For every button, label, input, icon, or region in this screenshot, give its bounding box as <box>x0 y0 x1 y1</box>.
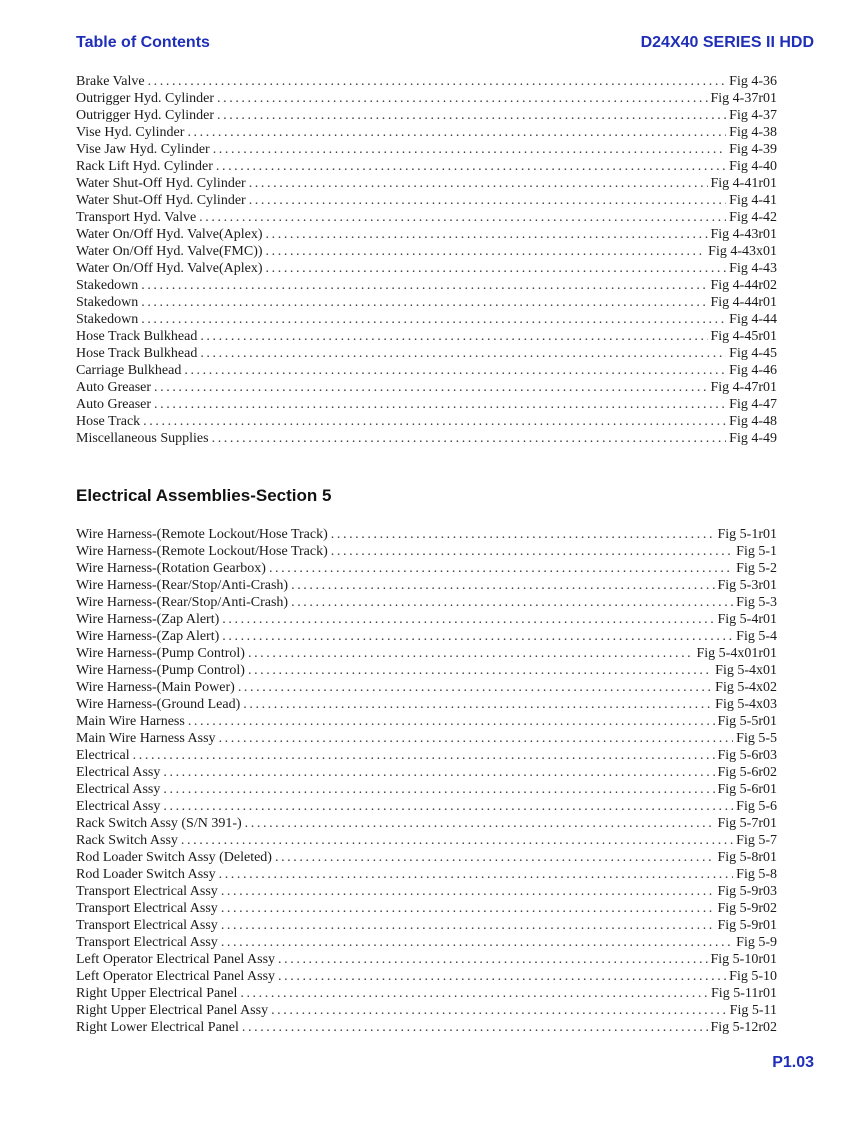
dot-leader <box>154 396 726 413</box>
toc-entry-figure-ref: Fig 5-4x02 <box>715 680 777 695</box>
toc-entry-figure-ref: Fig 5-11 <box>729 1003 777 1018</box>
toc-entry[interactable] <box>76 192 777 209</box>
toc-entry[interactable] <box>76 662 777 679</box>
toc-entry-title: Rack Switch Assy <box>76 833 178 848</box>
toc-entry-figure-ref: Fig 5-9 <box>736 935 777 950</box>
dot-leader <box>249 192 726 209</box>
toc-entry-title: Wire Harness-(Remote Lockout/Hose Track) <box>76 527 328 542</box>
toc-entry-figure-ref: Fig 4-36 <box>729 74 777 89</box>
toc-entry-figure-ref: Fig 5-4 <box>736 629 777 644</box>
dot-leader <box>242 1019 708 1036</box>
dot-leader <box>141 277 707 294</box>
section-5-entries <box>76 526 777 1036</box>
dot-leader <box>275 849 715 866</box>
toc-entry-figure-ref: Fig 5-9r03 <box>717 884 777 899</box>
toc-entry[interactable] <box>76 883 777 900</box>
toc-entry-figure-ref: Fig 4-43 <box>729 261 777 276</box>
toc-entry-figure-ref: Fig 5-4x01 <box>715 663 777 678</box>
toc-entry-figure-ref: Fig 5-5 <box>736 731 777 746</box>
toc-entry-figure-ref: Fig 4-49 <box>729 431 777 446</box>
toc-entry-title: Water On/Off Hyd. Valve(Aplex) <box>76 227 263 242</box>
toc-entry-figure-ref: Fig 5-9r01 <box>717 918 777 933</box>
dot-leader <box>199 209 726 226</box>
toc-entry-title: Water On/Off Hyd. Valve(FMC)) <box>76 244 263 259</box>
dot-leader <box>181 832 733 849</box>
dot-leader <box>217 107 726 124</box>
toc-entry-figure-ref: Fig 4-44r02 <box>710 278 777 293</box>
dot-leader <box>200 328 707 345</box>
dot-leader <box>219 730 734 747</box>
dot-leader <box>331 543 733 560</box>
dot-leader <box>271 1002 727 1019</box>
toc-entry-figure-ref: Fig 5-4r01 <box>717 612 777 627</box>
toc-entry-title: Electrical Assy <box>76 765 161 780</box>
dot-leader <box>221 883 715 900</box>
toc-entry-title: Wire Harness-(Rear/Stop/Anti-Crash) <box>76 578 289 593</box>
toc-entry[interactable] <box>76 379 777 396</box>
toc-entry[interactable] <box>76 815 777 832</box>
dot-leader <box>243 696 712 713</box>
toc-entry[interactable] <box>76 832 777 849</box>
toc-entry[interactable] <box>76 798 777 815</box>
toc-entry-title: Water Shut-Off Hyd. Cylinder <box>76 193 246 208</box>
toc-entry[interactable] <box>76 968 777 985</box>
toc-entry[interactable] <box>76 594 777 611</box>
toc-entry-title: Hose Track Bulkhead <box>76 329 198 344</box>
toc-entry-figure-ref: Fig 4-45r01 <box>710 329 777 344</box>
toc-entry-title: Vise Jaw Hyd. Cylinder <box>76 142 210 157</box>
dot-leader <box>238 679 712 696</box>
toc-entry-figure-ref: Fig 4-44r01 <box>710 295 777 310</box>
toc-entry-figure-ref: Fig 4-44 <box>729 312 777 327</box>
toc-entry[interactable] <box>76 713 777 730</box>
toc-entry[interactable] <box>76 294 777 311</box>
toc-entry-title: Outrigger Hyd. Cylinder <box>76 91 215 106</box>
toc-entry-figure-ref: Fig 5-6r01 <box>717 782 777 797</box>
toc-entry-figure-ref: Fig 5-5r01 <box>717 714 777 729</box>
toc-entry-title: Wire Harness-(Rotation Gearbox) <box>76 561 266 576</box>
dot-leader <box>221 934 733 951</box>
toc-entry-figure-ref: Fig 5-6r02 <box>717 765 777 780</box>
toc-entry-title: Stakedown <box>76 295 139 310</box>
toc-entry-title: Electrical Assy <box>76 782 161 797</box>
toc-entry-title: Stakedown <box>76 278 139 293</box>
dot-leader <box>184 362 726 379</box>
toc-entry[interactable] <box>76 917 777 934</box>
toc-entry-figure-ref: Fig 4-38 <box>729 125 777 140</box>
dot-leader <box>248 645 694 662</box>
toc-entry[interactable] <box>76 764 777 781</box>
toc-entry[interactable] <box>76 611 777 628</box>
toc-entry[interactable] <box>76 781 777 798</box>
toc-entry[interactable] <box>76 413 777 430</box>
dot-leader <box>266 260 727 277</box>
toc-entry-title: Rod Loader Switch Assy <box>76 867 216 882</box>
toc-entry[interactable] <box>76 209 777 226</box>
toc-entry-title: Main Wire Harness <box>76 714 185 729</box>
section-5-heading: Electrical Assemblies-Section 5 <box>76 486 332 505</box>
toc-entry-figure-ref: Fig 4-41 <box>729 193 777 208</box>
dot-leader <box>213 141 726 158</box>
toc-entry[interactable] <box>76 362 777 379</box>
toc-entry-title: Auto Greaser <box>76 397 152 412</box>
toc-entry-figure-ref: Fig 4-48 <box>729 414 777 429</box>
dot-leader <box>188 713 715 730</box>
dot-leader <box>269 560 733 577</box>
toc-entry-title: Wire Harness-(Pump Control) <box>76 663 245 678</box>
dot-leader <box>221 917 715 934</box>
toc-entry-title: Outrigger Hyd. Cylinder <box>76 108 215 123</box>
toc-entry[interactable] <box>76 730 777 747</box>
toc-entry-title: Right Upper Electrical Panel Assy <box>76 1003 269 1018</box>
dot-leader <box>163 781 714 798</box>
toc-entry[interactable] <box>76 73 777 90</box>
toc-entry-figure-ref: Fig 4-37 <box>729 108 777 123</box>
toc-entry-figure-ref: Fig 4-40 <box>729 159 777 174</box>
toc-entry-figure-ref: Fig 5-7r01 <box>717 816 777 831</box>
toc-entry[interactable] <box>76 124 777 141</box>
dot-leader <box>216 158 726 175</box>
toc-entry-figure-ref: Fig 5-4x01r01 <box>696 646 777 661</box>
toc-entry-figure-ref: Fig 5-9r02 <box>717 901 777 916</box>
toc-entry-title: Wire Harness-(Remote Lockout/Hose Track) <box>76 544 328 559</box>
dot-leader <box>278 951 707 968</box>
toc-entry[interactable] <box>76 311 777 328</box>
dot-leader <box>221 900 715 917</box>
toc-entry-figure-ref: Fig 5-3r01 <box>717 578 777 593</box>
toc-entry[interactable] <box>76 107 777 124</box>
dot-leader <box>331 526 715 543</box>
toc-entry-title: Wire Harness-(Rear/Stop/Anti-Crash) <box>76 595 289 610</box>
toc-entry-figure-ref: Fig 5-4x03 <box>715 697 777 712</box>
toc-entry-title: Wire Harness-(Zap Alert) <box>76 629 220 644</box>
toc-entry-title: Transport Electrical Assy <box>76 918 218 933</box>
toc-entry[interactable] <box>76 260 777 277</box>
toc-entry[interactable] <box>76 628 777 645</box>
toc-entry[interactable] <box>76 747 777 764</box>
toc-entry-title: Water On/Off Hyd. Valve(Aplex) <box>76 261 263 276</box>
dot-leader <box>154 379 707 396</box>
toc-entry-title: Brake Valve <box>76 74 145 89</box>
toc-entry-figure-ref: Fig 5-3 <box>736 595 777 610</box>
toc-entry[interactable] <box>76 1002 777 1019</box>
toc-entry-figure-ref: Fig 5-1 <box>736 544 777 559</box>
toc-entry-title: Rack Switch Assy (S/N 391-) <box>76 816 242 831</box>
toc-entry-figure-ref: Fig 4-46 <box>729 363 777 378</box>
toc-entry[interactable] <box>76 345 777 362</box>
toc-entry-title: Auto Greaser <box>76 380 152 395</box>
toc-entry[interactable] <box>76 328 777 345</box>
dot-leader <box>200 345 726 362</box>
dot-leader <box>249 175 708 192</box>
toc-entry[interactable] <box>76 985 777 1002</box>
series-title: D24X40 SERIES II HDD <box>640 34 814 51</box>
toc-entry-title: Transport Electrical Assy <box>76 935 218 950</box>
toc-entry[interactable] <box>76 577 777 594</box>
toc-entry-title: Transport Electrical Assy <box>76 884 218 899</box>
toc-entry-title: Electrical Assy <box>76 799 161 814</box>
toc-entry-title: Wire Harness-(Zap Alert) <box>76 612 220 627</box>
toc-entry-title: Water Shut-Off Hyd. Cylinder <box>76 176 246 191</box>
dot-leader <box>219 866 734 883</box>
toc-entry[interactable] <box>76 277 777 294</box>
toc-entry[interactable] <box>76 543 777 560</box>
toc-entry-title: Hose Track Bulkhead <box>76 346 198 361</box>
toc-entry[interactable] <box>76 158 777 175</box>
dot-leader <box>217 90 707 107</box>
dot-leader <box>245 815 715 832</box>
toc-entry-title: Electrical <box>76 748 130 763</box>
dot-leader <box>222 628 733 645</box>
toc-entry[interactable] <box>76 679 777 696</box>
toc-entry-figure-ref: Fig 4-43x01 <box>708 244 777 259</box>
dot-leader <box>266 243 706 260</box>
toc-entry[interactable] <box>76 696 777 713</box>
toc-entry-title: Right Upper Electrical Panel <box>76 986 238 1001</box>
dot-leader <box>163 798 733 815</box>
toc-entry[interactable] <box>76 226 777 243</box>
toc-entry-figure-ref: Fig 5-11r01 <box>711 986 777 1001</box>
toc-entry-figure-ref: Fig 5-7 <box>736 833 777 848</box>
toc-entry-figure-ref: Fig 5-10r01 <box>710 952 777 967</box>
dot-leader <box>148 73 727 90</box>
toc-entry-figure-ref: Fig 4-41r01 <box>710 176 777 191</box>
toc-entry-title: Left Operator Electrical Panel Assy <box>76 969 276 984</box>
toc-header-title: Table of Contents <box>76 34 210 51</box>
toc-entry-figure-ref: Fig 5-8r01 <box>717 850 777 865</box>
dot-leader <box>278 968 726 985</box>
toc-entry-figure-ref: Fig 5-10 <box>729 969 777 984</box>
dot-leader <box>141 294 707 311</box>
toc-entry-figure-ref: Fig 4-37r01 <box>710 91 777 106</box>
toc-entry-title: Right Lower Electrical Panel <box>76 1020 239 1035</box>
toc-entry[interactable] <box>76 90 777 107</box>
dot-leader <box>141 311 726 328</box>
toc-entry-title: Stakedown <box>76 312 139 327</box>
toc-entry-title: Hose Track <box>76 414 141 429</box>
toc-entry-figure-ref: Fig 4-43r01 <box>710 227 777 242</box>
toc-entry[interactable] <box>76 951 777 968</box>
toc-entry-title: Rod Loader Switch Assy (Deleted) <box>76 850 272 865</box>
toc-entry-figure-ref: Fig 5-2 <box>736 561 777 576</box>
toc-entry[interactable] <box>76 1019 777 1036</box>
toc-entry[interactable] <box>76 560 777 577</box>
dot-leader <box>291 594 733 611</box>
section-4-entries <box>76 73 777 447</box>
dot-leader <box>248 662 712 679</box>
toc-entry-title: Wire Harness-(Pump Control) <box>76 646 245 661</box>
toc-entry[interactable] <box>76 645 777 662</box>
dot-leader <box>291 577 714 594</box>
toc-entry-title: Transport Electrical Assy <box>76 901 218 916</box>
toc-entry-figure-ref: Fig 4-39 <box>729 142 777 157</box>
toc-entry-figure-ref: Fig 4-42 <box>729 210 777 225</box>
dot-leader <box>266 226 708 243</box>
toc-entry-title: Carriage Bulkhead <box>76 363 182 378</box>
toc-entry[interactable] <box>76 396 777 413</box>
dot-leader <box>163 764 714 781</box>
toc-entry[interactable] <box>76 866 777 883</box>
toc-entry[interactable] <box>76 430 777 447</box>
toc-entry-figure-ref: Fig 5-8 <box>736 867 777 882</box>
dot-leader <box>133 747 715 764</box>
page-number: P1.03 <box>772 1054 814 1071</box>
toc-entry-figure-ref: Fig 5-6r03 <box>717 748 777 763</box>
toc-entry-title: Vise Hyd. Cylinder <box>76 125 185 140</box>
toc-entry[interactable] <box>76 243 777 260</box>
toc-entry-title: Transport Hyd. Valve <box>76 210 197 225</box>
toc-entry[interactable] <box>76 526 777 543</box>
toc-entry-figure-ref: Fig 5-6 <box>736 799 777 814</box>
toc-entry-figure-ref: Fig 4-47 <box>729 397 777 412</box>
toc-entry-figure-ref: Fig 4-47r01 <box>710 380 777 395</box>
toc-entry-figure-ref: Fig 5-12r02 <box>710 1020 777 1035</box>
dot-leader <box>143 413 726 430</box>
toc-entry-figure-ref: Fig 5-1r01 <box>717 527 777 542</box>
dot-leader <box>240 985 708 1002</box>
toc-entry[interactable] <box>76 849 777 866</box>
toc-entry-title: Left Operator Electrical Panel Assy <box>76 952 276 967</box>
toc-entry-title: Main Wire Harness Assy <box>76 731 216 746</box>
toc-entry[interactable] <box>76 175 777 192</box>
toc-entry[interactable] <box>76 934 777 951</box>
toc-entry-title: Wire Harness-(Main Power) <box>76 680 235 695</box>
toc-entry-figure-ref: Fig 4-45 <box>729 346 777 361</box>
toc-entry[interactable] <box>76 900 777 917</box>
dot-leader <box>212 430 727 447</box>
dot-leader <box>187 124 726 141</box>
toc-entry-title: Wire Harness-(Ground Lead) <box>76 697 241 712</box>
toc-entry[interactable] <box>76 141 777 158</box>
toc-entry-title: Rack Lift Hyd. Cylinder <box>76 159 213 174</box>
toc-entry-title: Miscellaneous Supplies <box>76 431 209 446</box>
dot-leader <box>222 611 714 628</box>
